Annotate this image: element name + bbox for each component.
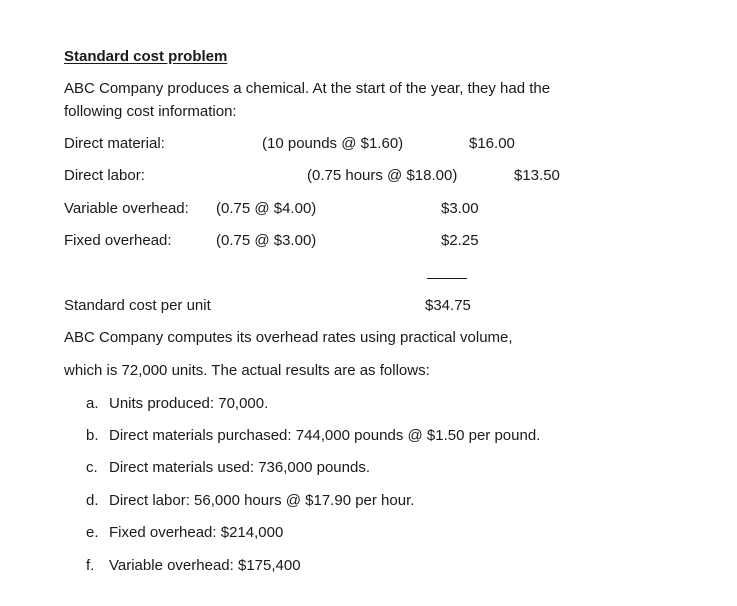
cost-label-direct-labor: Direct labor:: [64, 167, 145, 184]
cost-label-fixed-overhead: Fixed overhead:: [64, 232, 172, 249]
list-item: Units produced: 70,000.: [109, 395, 269, 412]
overhead-text-line-2: which is 72,000 units. The actual results are as follows:: [64, 362, 430, 379]
list-item-marker: d.: [86, 492, 99, 509]
overhead-text-line-1: ABC Company computes its overhead rates using practical volume,: [64, 329, 513, 346]
list-item-marker: a.: [86, 395, 99, 412]
cost-amount-direct-labor: $13.50: [514, 167, 560, 184]
list-item: Direct labor: 56,000 hours @ $17.90 per hour.: [109, 492, 415, 509]
intro-line-1: ABC Company produces a chemical. At the start of the year, they had the: [64, 80, 551, 97]
cost-label-variable-overhead: Variable overhead:: [64, 200, 189, 217]
cost-amount-direct-material: $16.00: [469, 135, 515, 152]
cost-label-direct-material: Direct material:: [64, 135, 165, 152]
cost-amount-variable-overhead: $3.00: [441, 200, 479, 217]
list-item: Direct materials purchased: 744,000 pounds @ $1.50 per pound.: [109, 427, 541, 444]
list-item: Variable overhead: $175,400: [109, 557, 301, 574]
sum-underline: [427, 278, 467, 279]
page-title: Standard cost problem: [64, 48, 228, 65]
total-label: Standard cost per unit: [64, 297, 211, 314]
cost-detail-variable-overhead: (0.75 @ $4.00): [216, 200, 317, 217]
list-item-marker: e.: [86, 524, 99, 541]
list-item-marker: b.: [86, 427, 99, 444]
list-item: Fixed overhead: $214,000: [109, 524, 284, 541]
list-item: Direct materials used: 736,000 pounds.: [109, 459, 370, 476]
intro-line-2: following cost information:: [64, 103, 237, 120]
total-amount: $34.75: [425, 297, 471, 314]
list-item-marker: c.: [86, 459, 98, 476]
cost-detail-direct-material: (10 pounds @ $1.60): [262, 135, 404, 152]
list-item-marker: f.: [86, 557, 95, 574]
cost-amount-fixed-overhead: $2.25: [441, 232, 479, 249]
cost-detail-fixed-overhead: (0.75 @ $3.00): [216, 232, 317, 249]
cost-detail-direct-labor: (0.75 hours @ $18.00): [307, 167, 458, 184]
